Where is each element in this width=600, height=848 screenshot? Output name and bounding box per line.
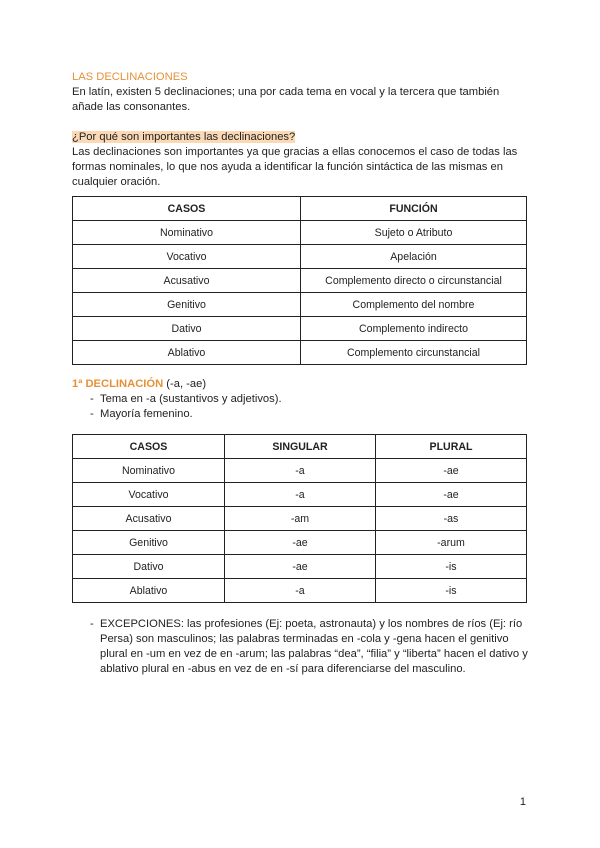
endings-table <box>72 434 527 603</box>
header-funcion: FUNCIÓN <box>301 197 527 221</box>
table-row <box>73 555 527 579</box>
case-cell: Genitivo <box>73 531 225 555</box>
list-item: - Tema en -a (sustantivos y adjetivos). <box>72 392 528 407</box>
singular-cell: -a <box>225 483 376 507</box>
table-header-row <box>73 435 527 459</box>
singular-cell: -am <box>225 507 376 531</box>
function-cell: Complemento circunstancial <box>301 341 527 365</box>
table-row <box>73 507 527 531</box>
case-cell: Ablativo <box>73 341 301 365</box>
case-cell: Genitivo <box>73 293 301 317</box>
table-row <box>73 293 527 317</box>
importance-question: ¿Por qué son importantes las declinaciones? <box>72 131 296 143</box>
document-page <box>72 70 528 677</box>
plural-cell: -as <box>376 507 527 531</box>
plural-cell: -ae <box>376 459 527 483</box>
table-row <box>73 341 527 365</box>
table-row <box>73 245 527 269</box>
cases-function-table <box>72 196 527 365</box>
first-declension-bullets <box>72 392 528 422</box>
table-row <box>73 579 527 603</box>
function-cell: Sujeto o Atributo <box>301 221 527 245</box>
exceptions-list <box>72 617 528 677</box>
plural-cell: -ae <box>376 483 527 507</box>
plural-cell: -arum <box>376 531 527 555</box>
function-cell: Complemento del nombre <box>301 293 527 317</box>
case-cell: Dativo <box>73 317 301 341</box>
function-cell: Complemento directo o circunstancial <box>301 269 527 293</box>
plural-cell: -is <box>376 555 527 579</box>
table-row <box>73 483 527 507</box>
header-casos: CASOS <box>73 435 225 459</box>
table-row <box>73 531 527 555</box>
table-row <box>73 221 527 245</box>
header-plural: PLURAL <box>376 435 527 459</box>
singular-cell: -a <box>225 459 376 483</box>
singular-cell: -a <box>225 579 376 603</box>
importance-paragraph: Las declinaciones son importantes ya que gracias a ellas conocemos el caso de todas las formas nominales, lo que nos ayuda a identificar la función sintáctica de las mismas en cualquier oración. <box>72 146 518 188</box>
table-row <box>73 459 527 483</box>
case-cell: Vocativo <box>73 245 301 269</box>
singular-cell: -ae <box>225 531 376 555</box>
intro-paragraph: En latín, existen 5 declinaciones; una por cada tema en vocal y la tercera que también añade las consonantes. <box>72 86 500 113</box>
case-cell: Ablativo <box>73 579 225 603</box>
header-casos: CASOS <box>73 197 301 221</box>
table-row <box>73 269 527 293</box>
case-cell: Vocativo <box>73 483 225 507</box>
case-cell: Nominativo <box>73 221 301 245</box>
case-cell: Dativo <box>73 555 225 579</box>
table-row <box>73 317 527 341</box>
header-singular: SINGULAR <box>225 435 376 459</box>
exceptions-item: - EXCEPCIONES: las profesiones (Ej: poeta, astronauta) y los nombres de ríos (Ej: río Persa) son masculinos; las palabras terminadas en -cola y -gena hacen el genitivo plural en -um en vez de en -arum; las palabras “dea”, “filia” y “liberta” hacen el dativo y ablativo plural en -abus en vez de en -sí para diferenciarse del masculino. <box>72 617 528 677</box>
plural-cell: -is <box>376 579 527 603</box>
first-declension-heading: 1ª DECLINACIÓN (-a, -ae) <box>72 378 207 390</box>
case-cell: Nominativo <box>73 459 225 483</box>
case-cell: Acusativo <box>73 507 225 531</box>
section-title: LAS DECLINACIONES <box>72 71 188 83</box>
function-cell: Apelación <box>301 245 527 269</box>
page-number: 1 <box>519 796 526 808</box>
table-header-row <box>73 197 527 221</box>
function-cell: Complemento indirecto <box>301 317 527 341</box>
case-cell: Acusativo <box>73 269 301 293</box>
list-item: - Mayoría femenino. <box>72 407 528 422</box>
singular-cell: -ae <box>225 555 376 579</box>
